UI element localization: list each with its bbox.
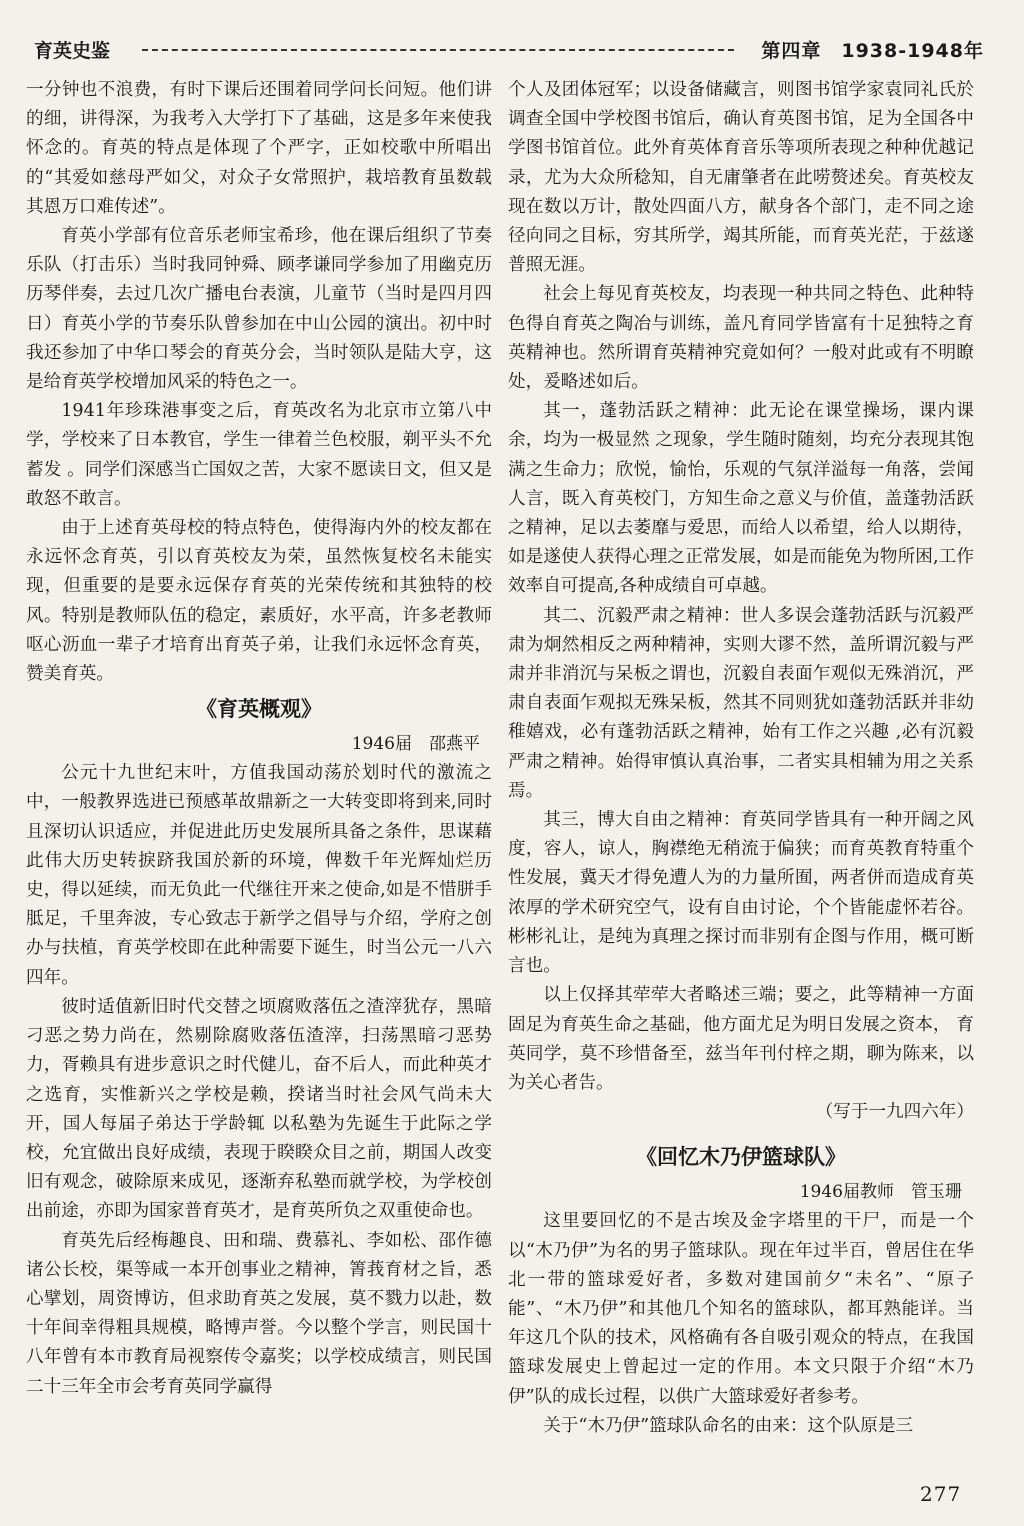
paragraph: 1941年珍珠港事变之后，育英改名为北京市立第八中学，学校来了日本教官，学生一律着兰色校服，剃平头不允蓄发 。同学们深感当亡国奴之苦，大家不愿读日文，但又是敢怒不敢言。 xyxy=(26,401,492,509)
paragraph: 个人及团体冠军；以设备储藏言，则图书馆学家袁同礼氏於调查全国中学校图书馆后，确认育英图书馆，足为全国各中学图书馆首位。此外育英体育音乐等项所表现之种种优越记录，尤为大众所稔知，自无庸肇者在此唠赘述矣。育英校友现在数以万计，散处四面八方，献身各个部门，走不同之途径向同之目标，穷其所学，竭其所能，而育英光茫，于兹遂普照无涯。 xyxy=(508,80,974,276)
chapter-label: 第四章 1938-1948年 xyxy=(761,40,984,62)
header-rule xyxy=(142,49,734,51)
right-column xyxy=(508,76,974,1441)
paragraph: 由于上述育英母校的特点特色，使得海内外的校友都在永远怀念育英，引以育英校友为荣，虽然恢复校名未能实现，但重要的是要永远保存育英的光荣传统和其独特的校风。特别是教师队伍的稳定，素质好，水平高，许多老教师呕心沥血一辈子才培育出育英子弟，让我们永远怀念育英，赞美育英。 xyxy=(26,518,492,685)
paragraph: 育英先后经梅趣良、田和瑞、费慕礼、李如松、邵作德诸公长校，渠等咸一本开创事业之精神，箐莪育材之旨，悉心擘划，周资博访，但求助育英之发展，莫不戮力以赴，数十年间幸得粗具规模，略博声誉。今以整个学言，则民国十八年曾有本市教育局视察传令嘉奖；以学校成绩言，则民国二十三年全市会考育英同学赢得 xyxy=(26,1230,492,1397)
running-title: 育英史鉴 xyxy=(34,40,111,62)
paragraph: 其三，博大自由之精神：育英同学皆具有一种开阔之风度，容人，谅人，胸襟绝无稍流于偏狭；而育英教育特重个性发展，冀天才得免遭人为的力量所囿，两者併而造成育英浓厚的学术研究空气，设有自由讨论，个个皆能虚怀若谷。彬彬礼让，是纯为真理之探讨而非别有企图与作用，概可断言也。 xyxy=(508,810,974,977)
page-header xyxy=(20,36,984,68)
paragraph: 以上仅择其荦荦大者略述三端；要之，此等精神一方面固足为育英生命之基础，他方面尤足为明日发展之资本， 育英同学，莫不珍惜备至，兹当年刊付梓之期，聊为陈来，以为关心者告。 xyxy=(508,985,974,1093)
paragraph: 社会上每见育英校友，均表现一种共同之特色、此种特色得自育英之陶冶与训练，盖凡育同学皆富有十足独特之育英精神也。然所谓育英精神究竟如何？一般对此或有不明瞭处，爰略述如后。 xyxy=(508,284,974,393)
paragraph: 其二、沉毅严肃之精神：世人多误会蓬勃活跃与沉毅严肃为炯然相反之两种精神，实则大谬不然，盖所谓沉毅与严肃并非消沉与呆板之谓也，沉毅自表面乍观似无殊消沉，严肃自表面乍观拟无殊呆板，然其不同则犹如蓬勃活跃并非幼稚嬉戏，必有蓬勃活跃之精神，始有工作之兴趣 ,必有沉毅严肃之精神。始得审慎认真治事，二者实具相辅为用之关系焉。 xyxy=(508,605,974,801)
article-byline: 1946届 邵燕平 xyxy=(351,734,480,755)
paragraph: 一分钟也不浪费，有时下课后还围着同学问长问短。他们讲的细，讲得深，为我考入大学打下了基础，这是多年来使我怀念的。育英的特点是体现了个严字，正如校歌中所唱出的“其爱如慈母严如父，对众子女常照护，栽培教育虽数载其恩万口难传述”。 xyxy=(26,80,492,217)
article-title: 《回忆木乃伊篮球队》 xyxy=(636,1144,846,1170)
date-note: （写于一九四六年） xyxy=(815,1102,974,1123)
paragraph: 关于“木乃伊”篮球队命名的由来：这个队原是三 xyxy=(543,1415,914,1436)
paragraph: 彼时适值新旧时代交替之顷腐败落伍之渣滓犹存，黑暗刁恶之势力尚在，然剔除腐败落伍渣滓，扫荡黑暗刁恶势力，胥赖具有进步意识之时代健儿，奋不后人，而此种英才之选育，实惟新兴之学校是赖，揆诸当时社会风气尚未大开，国人每届子弟达于学龄辄 以私塾为先诞生于此际之学校，允宜做出良好成绩，表现于睽睽众目之前，期国人改变旧有观念，破除原来成见，逐渐弃私塾而就学校，为学校创出前途，亦即为国家普育英才，是育英所负之双重使命也。 xyxy=(26,996,492,1222)
article-title: 《育英概观》 xyxy=(196,696,322,722)
paragraph: 这里要回忆的不是古埃及金字塔里的干尸，而是一个以“木乃伊”为名的男子篮球队。现在年过半百，曾居住在华北一带的篮球爱好者，多数对建国前夕“未名”、“原子能”、“木乃伊”和其他几个知名的篮球队，都耳熟能详。当年这几个队的技术，风格确有各自吸引观众的特点，在我国篮球发展史上曾起过一定的作用。本文只限于介绍“木乃伊”队的成长过程，以供广大篮球爱好者参考。 xyxy=(508,1211,974,1407)
article-byline: 1946届教师 管玉珊 xyxy=(799,1182,962,1203)
paragraph: 公元十九世纪末叶，方值我国动荡於划时代的激流之中，一般教界选进已预感革故鼎新之一大转变即将到来,同时且深切认识适应，并促进此历史发展所具备之条件，思谋藉此伟大历史转捩跻我国於新的环境，俾数千年光辉灿烂历史，得以延续，而无负此一代继往开来之使命,如是不惜胼手胝足，千里奔波，专心致志于新学之倡导与介绍，学府之创办与扶植，育英学校即在此种需要下诞生，时当公元一八六四年。 xyxy=(26,763,492,988)
page-number: 277 xyxy=(920,1482,962,1506)
paragraph: 其一，蓬勃活跃之精神：此无论在课堂操场，课内课余，均为一极显然 之现象，学生随时随刻，均充分表现其饱满之生命力；欣悦，愉怡，乐观的气氛洋溢每一角落，尝闻人言，既入育英校门，方知生命之意义与价值，盖蓬勃活跃之精神，足以去萎靡与爱思，而给人以希望，给人以期待，如是遂使人获得心理之正常发展，如是而能免为物所困,工作效率自可提高,各种成绩自可卓越。 xyxy=(508,401,974,597)
left-column xyxy=(26,76,492,1402)
paragraph: 育英小学部有位音乐老师宝希珍，他在课后组织了节奏乐队（打击乐）当时我同钟舜、顾孝谦同学参加了用幽克历历琴伴奏，去过几次广播电台表演，儿童节（当时是四月四日）育英小学的节奏乐队曾参加在中山公园的演出。初中时我还参加了中华口琴会的育英分会，当时领队是陆大亨，这是给育英学校增加风采的特色之一。 xyxy=(26,226,492,393)
